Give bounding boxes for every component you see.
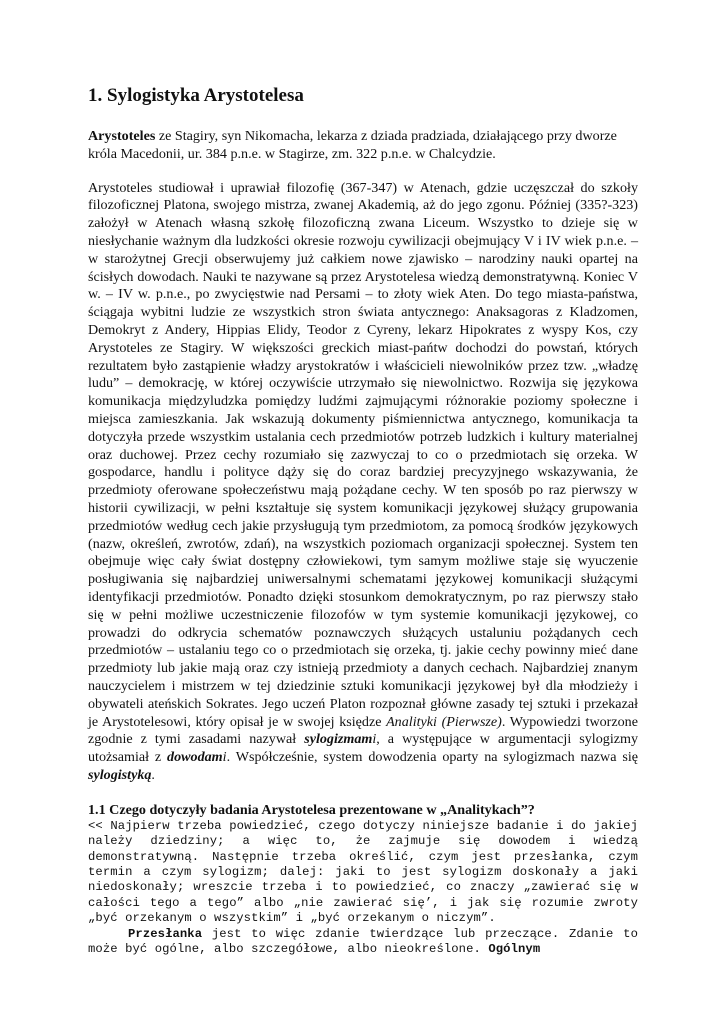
def-term-ogolnym: Ogólnym [488, 941, 541, 956]
body-text-5: . [151, 766, 155, 783]
term-dowod: dowodam [167, 749, 223, 766]
body-paragraph [88, 180, 638, 785]
term-sylogistyka: sylogistyką [88, 766, 152, 783]
section-heading: 1.1 Czego dotyczyły badania Arystotelesa prezentowane w „Analitykach”? [88, 801, 535, 818]
quote-text: << Najpierw trzeba powiedzieć, czego dotyczy niniejsze badanie i do jakiej należy dziedziny; a więc to, że zajmuje się dowodem i wiedzą demonstratywną. Następnie trzeba określić, czym jest przesłanka, czym termin a czym sylogizm; dalej: jaki to jest sylogizm doskonały a jaki niedoskonały; wreszcie trzeba i to powiedzieć, co znaczy „zawierać się w całości tego a tego” albo „nie zawierać się’, i jak się rozumie zwroty „być orzekanym o wszystkim” i „być orzekanym o niczym”. [88, 818, 638, 926]
book-title: Analityki (Pierwsze) [386, 713, 502, 730]
body-text-4: . Współcześnie, system dowodzenia oparty na sylogizmach nazwa się [226, 749, 638, 766]
body-text-3: , a występujące w argumentacji sylogizmy utożsamiał z [88, 731, 638, 766]
quote-block [88, 819, 638, 958]
intro-text: ze Stagiry, syn Nikomacha, lekarza z dziada pradziada, działającego przy dworze króla Macedonii, ur. 384 p.n.e. w Stagirze, zm. 322 p.n.e. w Chalcydzie. [88, 128, 617, 162]
def-text: jest to więc zdanie twierdzące lub przeczące. Zdanie to może być ogólne, albo szczegółowe, albo nieokreślone. [88, 926, 638, 956]
document-page [88, 84, 638, 957]
term-sylogizm-tail: i [372, 731, 377, 748]
term-sylogizm: sylogizmam [304, 731, 373, 748]
body-text-2: . Wypowiedzi tworzone zgodnie z tymi zasadami nazywał [88, 713, 638, 748]
body-text: Arystoteles studiował i uprawiał filozofię (367-347) w Atenach, gdzie uczęszczał do szkoły filozoficznej Platona, swojego mistrza, zwanej Akademią, aż do jego zgonu. Później (335?-323) założył w Atenach własną szkołę filozoficzną zwana Liceum. Wszystko to dzieje się w niesłychanie ważnym dla ludzkości okresie rozwoju cywilizacji obejmujący V i IV wiek p.n.e. – w starożytnej Grecji obserwujemy już całkiem nowe zjawisko – narodziny nauki opartej na ścisłych dowodach. Nauki te nazywane są przez Arystotelesa wiedzą demonstratywną. Koniec V w. – IV w. p.n.e., po zwycięstwie nad Persami – to złoty wiek Aten. Do tego miasta-państwa, ściągaja wybitni ludzie ze wszystkich stron świata antycznego: Anaksagoras z Kladzomen, Demokryt z Andery, Hippias Elidy, Teodor z Cyreny, lekarz Hipokrates z wyspy Kos, czy Arystoteles ze Stagiry. W większości greckich miast-pańtw dochodzi do powstań, których rezultatem było zastąpienie władzy arystokratów i właścicieli niewolników przez tzw. „władzę ludu” – demokrację, w której oczywiście utrzymało się niewolnictwo. Rozwija się językowa komunikacja międzyludzka pomiędzy ludźmi zajmującymi różnorakie poziomy społeczne i miejsca zamieszkania. Jak wskazują dokumenty piśmiennictwa antycznego, komunikacja ta dotyczyła przede wszystkim ustalania cech przedmiotów potrzeb ludzkich i kultury materialnej oraz duchowej. Przez cechy rozumiało się zazwyczaj to co o przedmiotach się orzeka. W gospodarce, handlu i polityce dąży się do coraz bardziej precyzyjnego wskazywania, że przedmioty oferowane społeczeństwu mają pożądane cechy. W ten sposób po raz pierwszy w historii cywilizacji, w pełni kształtuje się system komunikacji językowej służący grupowania przedmiotów według cech jakie przysługują tym przedmiotom, za pomocą środków językowych (nazw, określeń, zwrotów, zdań), na wszystkich poziomach organizacji społecznej. System ten obejmuje więc cały świat dostępny człowiekowi, tym samym możliwe staje się wyuczenie posługiwania się najbardziej uniwersalnymi schematami językowej komunikacji służącymi identyfikacji przedmiotów. Ponadto dzięki stosunkom demokratycznym, po raz pierwszy stało się w pełni możliwe uczestniczenie filozofów w tym systemie komunikacji językowej, co prowadzi do odkrycia schematów poznawczych służących ustaluniu pożądanych cech przedmiotów – ustalaniu tego co o przedmiotach się orzeka, tj. jakie cechy powinny mieć dane przedmioty lub jakie mają oraz czy istnieją przedmioty a danych cechach. Najbardziej znanym nauczycielem i mistrzem w tej dziedzinie sztuki komunikacji językowej był dla młodzieży i obywateli ateńskich Sokrates. Jego uczeń Platon rozpoznał główne zasady tej sztuki i przekazał je Arystotelesowi, który opisał je w swojej księdze [88, 179, 638, 730]
intro-paragraph [88, 128, 638, 164]
term-dowod-tail: i [222, 749, 227, 766]
def-term-przeslanka: Przesłanka [128, 926, 203, 941]
intro-name: Arystoteles [88, 128, 156, 144]
document-title: 1. Sylogistyka Arystotelesa [88, 85, 304, 106]
